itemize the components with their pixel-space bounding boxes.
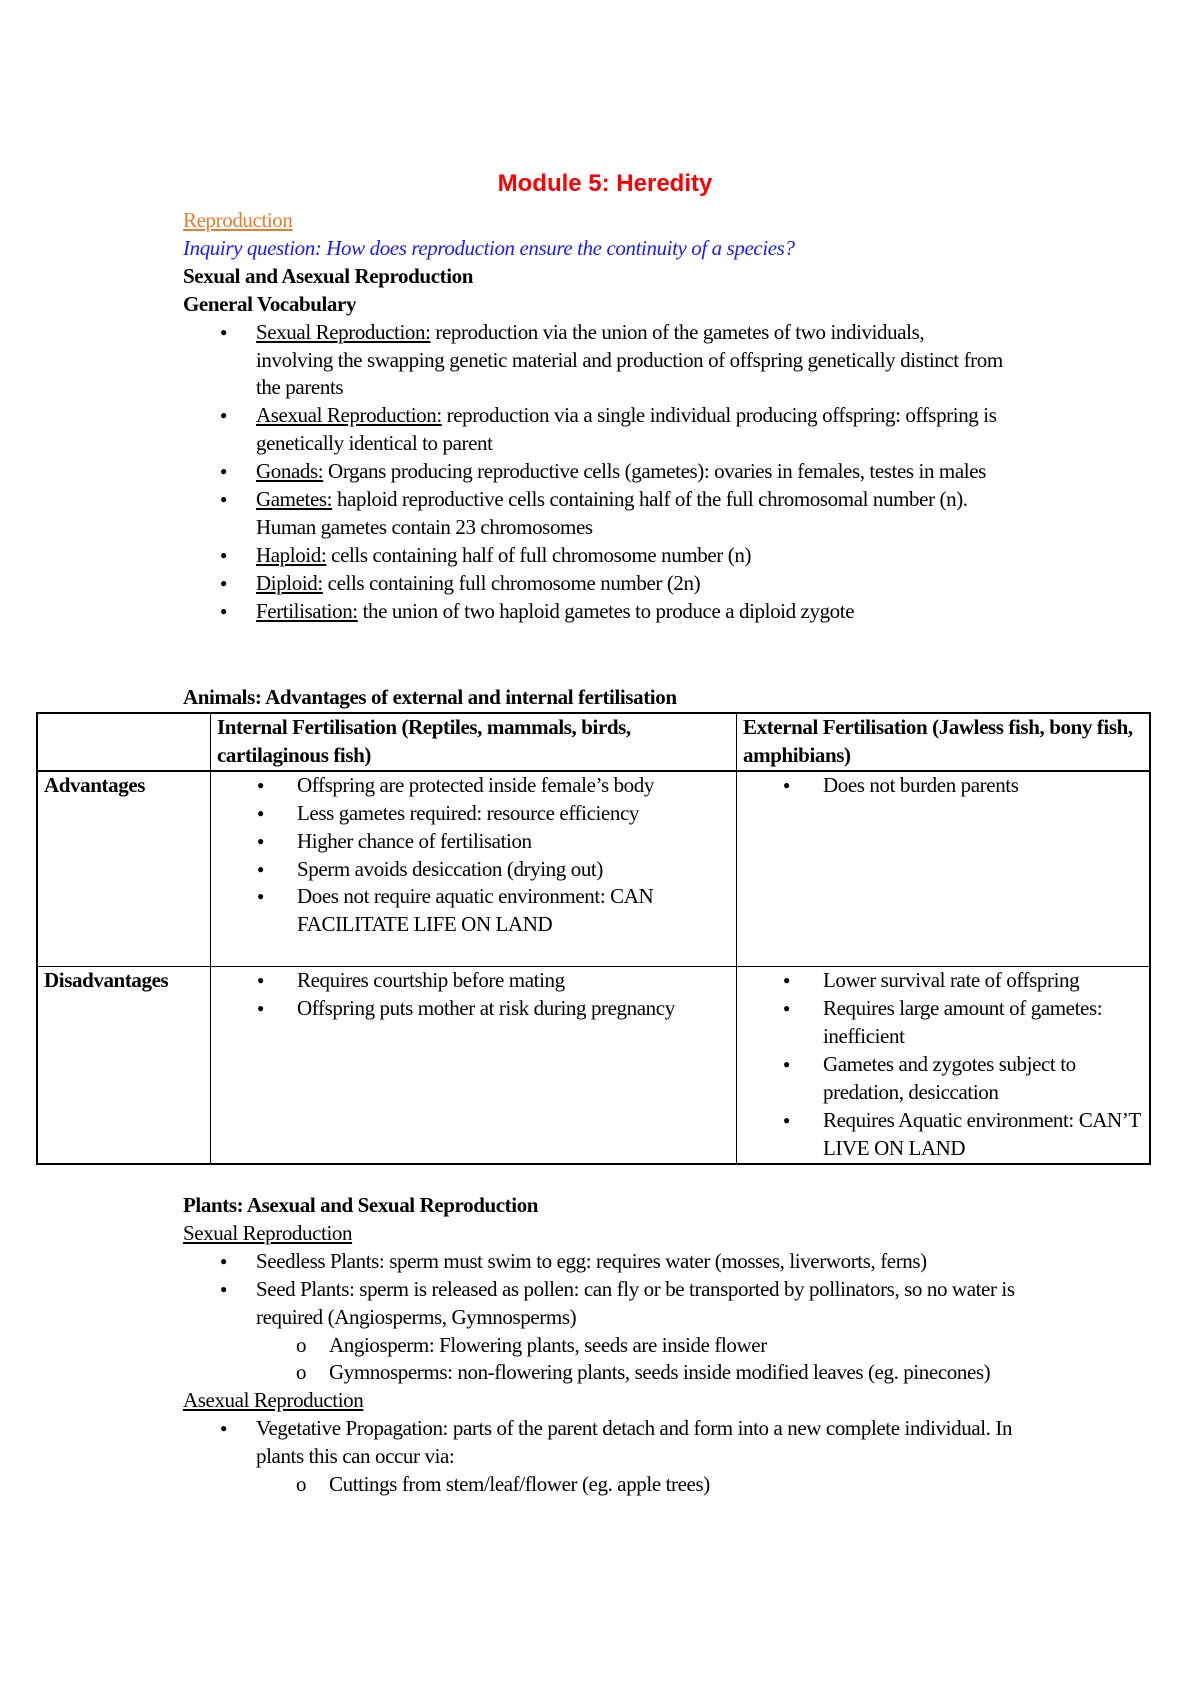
term: Haploid: (256, 542, 327, 567)
list-item: ● Higher chance of fertilisation (217, 828, 730, 856)
list-item: o Gymnosperms: non-flowering plants, seeds inside modified leaves (eg. pinecones) (183, 1359, 1043, 1387)
header-internal: Internal Fertilisation (Reptiles, mammals, birds, cartilaginous fish) (211, 713, 737, 771)
table-heading: Animals: Advantages of external and internal fertilisation (183, 685, 677, 709)
term: Diploid: (256, 570, 323, 595)
list-item (183, 402, 1003, 458)
page-title: Module 5: Heredity (497, 170, 713, 197)
definition: reproduction via a single individual producing offspring: offspring is genetically identical to parent (256, 403, 997, 456)
reproduction-link[interactable]: Reproduction (183, 208, 293, 232)
vocab-list (183, 319, 1003, 626)
list-item (183, 319, 1003, 403)
list-item: ● Requires Aquatic environment: CAN’T LIVE ON LAND (743, 1107, 1143, 1163)
asexual-reproduction-heading: Asexual Reproduction (183, 1388, 364, 1413)
definition: haploid reproductive cells containing half of the full chromosomal number (n). Human gametes contain 23 chromosomes (256, 487, 968, 539)
list-item: ● Lower survival rate of offspring (743, 967, 1143, 995)
header-cell-empty (37, 713, 211, 771)
plants-section (183, 1192, 1043, 1499)
list-item (183, 542, 1003, 570)
list-item: ● Gametes and zygotes subject to predation, desiccation (743, 1051, 1143, 1107)
term: Gonads: (256, 459, 324, 484)
table-row (37, 967, 1150, 1164)
row-label-disadvantages: Disadvantages (37, 967, 211, 1164)
list-item: o Cuttings from stem/leaf/flower (eg. apple trees) (183, 1471, 1043, 1499)
definition: cells containing half of full chromosome number (n) (326, 542, 752, 567)
list-item: ● Seed Plants: sperm is released as pollen: can fly or be transported by pollinators, so no water is required (Angiosperms, Gymnosperms) (183, 1276, 1043, 1332)
internal-disadvantages (211, 967, 737, 1164)
external-advantages (737, 771, 1151, 967)
heading-sexual-asexual: Sexual and Asexual Reproduction (183, 263, 474, 288)
inquiry-question: Inquiry question: How does reproduction ensure the continuity of a species? (183, 235, 795, 260)
sexual-list (183, 1248, 1043, 1332)
list-item: ● Sperm avoids desiccation (drying out) (217, 856, 730, 884)
list-item: ● Offspring are protected inside female’s body (217, 772, 730, 800)
list-item (183, 570, 1003, 598)
list-item (183, 598, 1003, 626)
heading-general-vocabulary: General Vocabulary (183, 291, 357, 316)
definition: Organs producing reproductive cells (gametes): ovaries in females, testes in males (323, 459, 986, 484)
table-row (37, 771, 1150, 967)
list-item: ● Less gametes required: resource efficiency (217, 800, 730, 828)
table-header-row (37, 713, 1150, 771)
row-label-advantages: Advantages (37, 771, 211, 967)
definition: cells containing full chromosome number (2n) (322, 570, 701, 595)
list-item: ● Vegetative Propagation: parts of the parent detach and form into a new complete individual. In plants this can occur via: (183, 1415, 1043, 1471)
plants-heading: Plants: Asexual and Sexual Reproduction (183, 1193, 539, 1217)
definition: the union of two haploid gametes to produce a diploid zygote (357, 598, 855, 623)
fertilisation-table (36, 712, 1151, 1165)
term: Asexual Reproduction: (256, 403, 442, 428)
list-item: ● Does not burden parents (743, 772, 1143, 800)
external-disadvantages (737, 967, 1151, 1164)
list-item: ● Does not require aquatic environment: CAN FACILITATE LIFE ON LAND (217, 883, 730, 939)
header-external: External Fertilisation (Jawless fish, bony fish, amphibians) (737, 713, 1151, 771)
list-item: ● Requires large amount of gametes: inefficient (743, 995, 1143, 1051)
term: Sexual Reproduction: (256, 319, 431, 344)
list-item (183, 486, 1003, 542)
sexual-reproduction-heading: Sexual Reproduction (183, 1220, 353, 1245)
list-item: ● Offspring puts mother at risk during pregnancy (217, 995, 730, 1023)
definition: reproduction via the union of the gametes of two individuals, involving the swapping genetic material and production of offspring genetically distinct from the parents (256, 319, 1003, 400)
asexual-list (183, 1415, 1043, 1471)
list-item: o Angiosperm: Flowering plants, seeds are inside flower (183, 1332, 1043, 1360)
vocab-section (183, 207, 1023, 626)
internal-advantages (211, 771, 737, 967)
list-item: ● Requires courtship before mating (217, 967, 730, 995)
seed-sublist (183, 1332, 1043, 1388)
list-item: ● Seedless Plants: sperm must swim to egg: requires water (mosses, liverworts, ferns) (183, 1248, 1043, 1276)
list-item (183, 458, 1003, 486)
term: Fertilisation: (256, 598, 358, 623)
term: Gametes: (256, 487, 333, 512)
asexual-sublist (183, 1471, 1043, 1499)
